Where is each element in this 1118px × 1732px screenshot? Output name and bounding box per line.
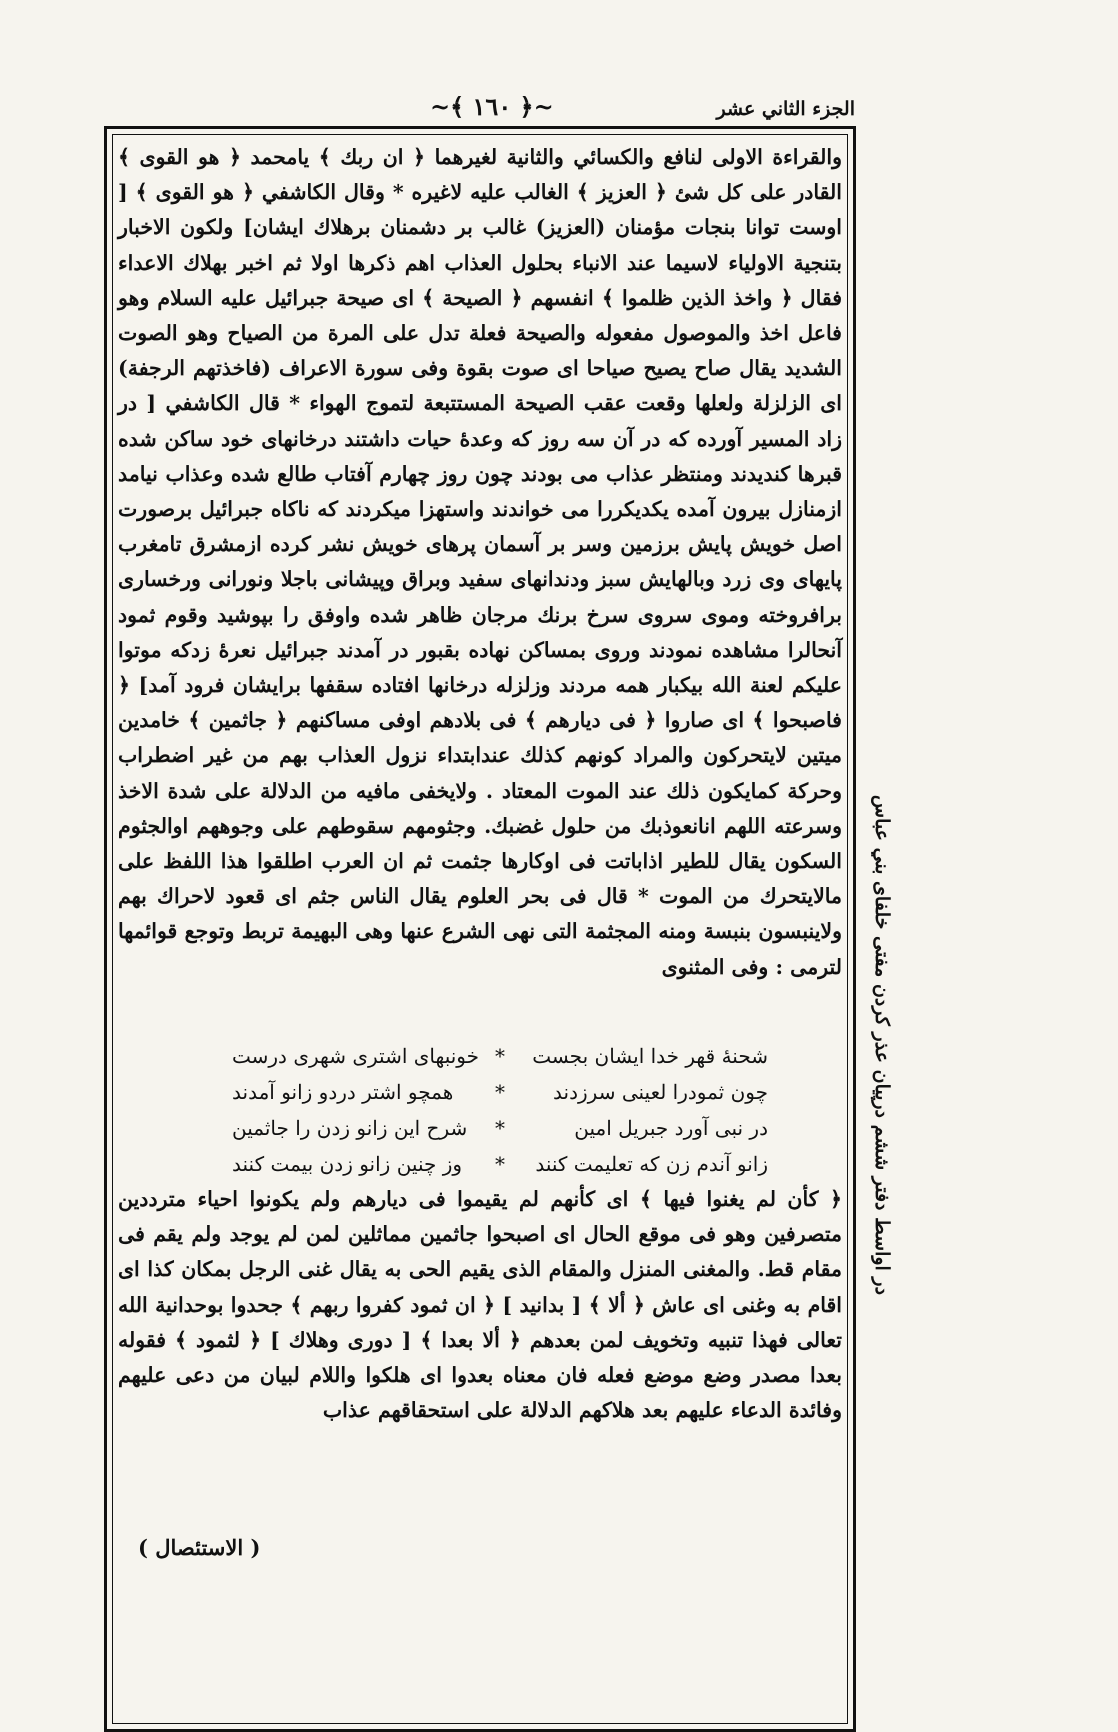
verse-line [200,1146,800,1182]
verse-second-hemistich: وز چنين زانو زدن بيمت كنند [232,1152,463,1176]
verse-separator: * [495,1080,505,1104]
poem-verses [200,1038,800,1182]
verse-first-hemistich: در نبى آورد جبريل امين [574,1116,768,1140]
verse-first-hemistich: چون ثمودرا لعينى سرزدند [553,1080,768,1104]
page-number: ~﴿ ١٦٠ ﴾~ [430,92,554,121]
verse-line [200,1110,800,1146]
paragraph: والقراءة الاولى لنافع والكسائي والثانية لغيرهما ﴿ ان ربك ﴾ يامحمد ﴿ هو القوى ﴾ القادر على كل شئ ﴿ العزيز ﴾ الغالب عليه لاغيره * وقال الكاشفي ﴿ هو القوى ﴾ [ اوست توانا بنجات مؤمنان (العزيز) غالب بر دشمنان برهلاك ايشان] ولكون الاخبار بتنجية الاولياء لاسيما عند الانباء بحلول العذاب اهم ذكرها اولا ثم اخبر بهلاك الاعداء فقال ﴿ واخذ الذين ظلموا ﴾ انفسهم ﴿ الصيحة ﴾ اى صيحة جبرائيل عليه السلام وهو فاعل اخذ والموصول مفعوله والصيحة فعلة تدل على المرة من الصياح وهو الصوت الشديد يقال صاح يصيح صياحا اى صوت بقوة وفى سورة الاعراف (فاخذتهم الرجفة) اى الزلزلة ولعلها وقعت عقب الصيحة المستتبعة لتموج الهواء * قال الكاشفي [ در زاد المسير آورده كه در آن سه روز كه وعدهٔ حيات داشتند درخانهاى خود ساكن شده قبرها كنديدند ومنتظر عذاب مى بودند چون روز چهارم آفتاب طالع شده وعذاب نيامد ازمنازل بيرون آمده يكديكررا مى خواندند واستهزا ميكردند كه ناكاه جبرائيل برصورت اصل خويش پايش برزمين وسر بر آسمان پرهاى خويش نشر كرده ازمشرق تامغرب پايهاى وى زرد وبالهايش سبز ودندانهاى سفيد وبراق وپيشانى باجلا ونورانى ورخسارى برافروخته وموى سروى سرخ برنك مرجان ظاهر شده واوفق را بپوشيد وقوم ثمود آنحالرا مشاهده نمودند وروى بمساكن نهاده بقبور در آمدند جبرائيل نعرهٔ زدكه موتوا عليكم لعنة الله بيكبار همه مردند وزلزله درخانها افتاده سقفها برايشان فرود آمد] ﴿ فاصبحوا ﴾ اى صاروا ﴿ فى ديارهم ﴾ فى بلادهم اوفى مساكنهم ﴿ جاثمين ﴾ خامدين ميتين لايتحركون والمراد كونهم كذلك عندابتداء نزول العذاب بهم من غير اضطراب وحركة كمايكون ذلك عند الموت المعتاد . ولايخفى مافيه من الدلالة على شدة الاخذ وسرعته اللهم انانعوذبك من حلول غضبك. وجثومهم سقوطهم على وجوههم اوالجثوم السكون يقال للطير اذاباتت فى اوكارها جثمت ثم ان العرب اطلقوا هذا اللفظ على مالايتحرك من الموت * قال فى بحر العلوم يقال الناس جثم اى قعود لاحراك بهم ولاينبسون بنبسة ومنه المجثمة التى نهى الشرع عنها وهى البهيمة تربط وتوجع قوائمها لترمى : وفى المثنوى [118,145,842,979]
main-text-continued [118,1182,842,1428]
verse-first-hemistich: شحنهٔ قهر خدا ايشان بجست [532,1044,768,1068]
main-text [118,140,842,985]
running-title: الجزء الثاني عشر [716,98,855,120]
verse-line [200,1074,800,1110]
verse-separator: * [495,1116,505,1140]
verse-line [200,1038,800,1074]
verse-separator: * [495,1044,505,1068]
verse-separator: * [495,1152,505,1176]
margin-note-text: در اواسط دفتر ششم درپيان عذر كردن مفتى خلفاى بني عباس [871,794,893,1296]
verse-first-hemistich: زانو آندم زن كه تعليمت كنند [535,1152,768,1176]
verse-second-hemistich: خونبهاى اشترى شهرى درست [232,1044,480,1068]
paragraph: ﴿ كأن لم يغنوا فيها ﴾ اى كأنهم لم يقيموا فى ديارهم ولم يكونوا احياء مترددين متصرفين وهو فى موقع الحال اى اصبحوا جاثمين مماثلين لمن لم يوجد ولم يقم فى مقام قط. والمغنى المنزل والمقام الذى يقيم الحى به يقال غنى الرجل بمكان كذا اى اقام به وغنى اى عاش ﴿ ألا ﴾ [ بدانيد ] ﴿ ان ثمود كفروا ربهم ﴾ جحدوا بوحدانية الله تعالى فهذا تنبيه وتخويف لمن بعدهم ﴿ ألا بعدا ﴾ [ دورى وهلاك ] ﴿ لثمود ﴾ فقوله بعدا مصدر وضع موضع فعله فان معناه بعدوا اى هلكوا واللام لبيان من دعى عليهم وفائدة الدعاء عليهم بعد هلاكهم الدلالة على استحقاقهم عذاب [118,1187,842,1423]
catchword: ( الاستئصال ) [138,1535,261,1560]
page-header [110,92,855,128]
verse-second-hemistich: همچو اشتر دردو زانو آمدند [232,1080,454,1104]
verse-second-hemistich: شرح اين زانو زدن را جاثمين [232,1116,468,1140]
margin-note [862,794,902,1296]
